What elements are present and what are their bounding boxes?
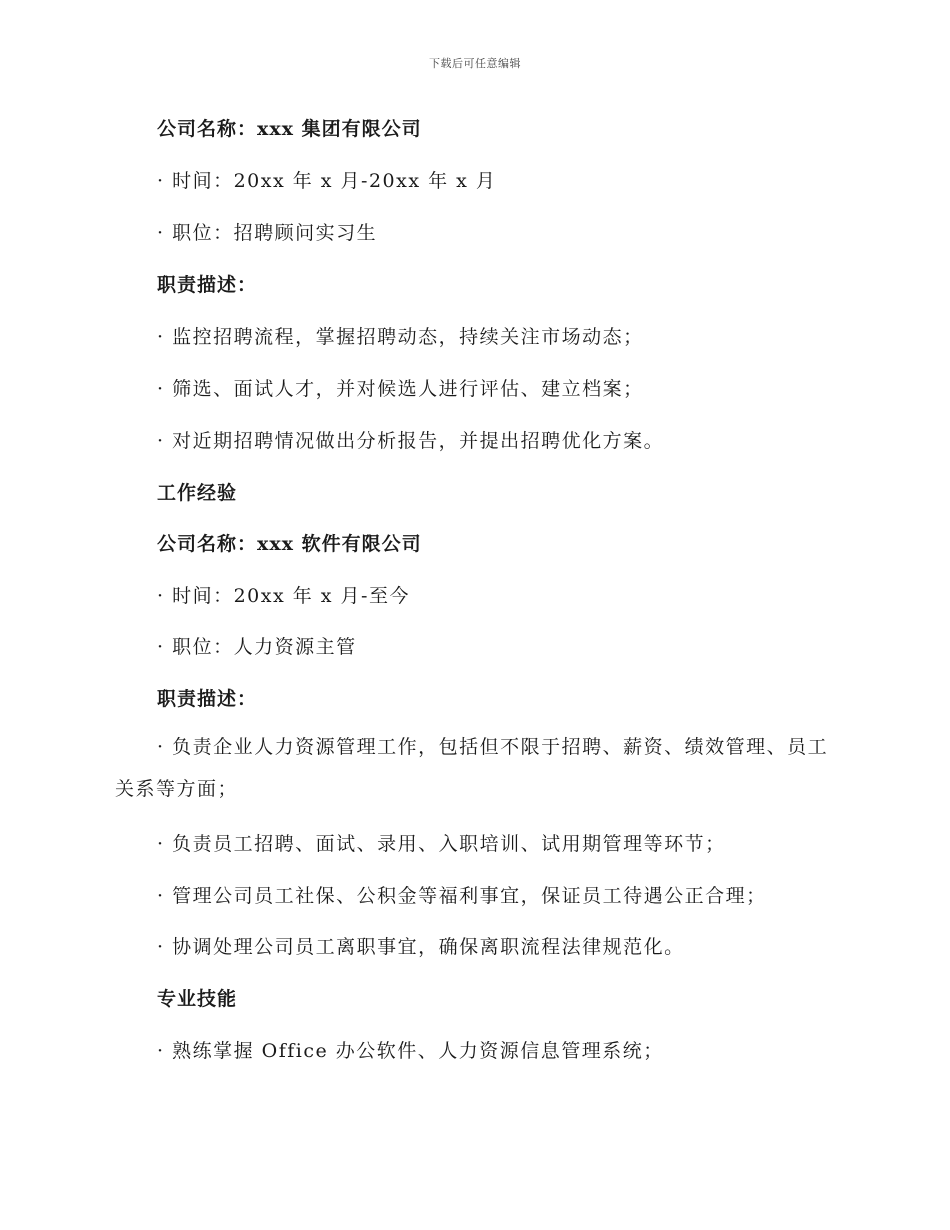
company-name-2: 公司名称：xxx 软件有限公司	[157, 533, 422, 555]
duty-2-1: · 负责企业人力资源管理工作，包括但不限于招聘、薪资、绩效管理、员工关系等方面；	[115, 736, 829, 800]
duty-2-3: · 管理公司员工社保、公积金等福利事宜，保证员工待遇公正合理；	[157, 885, 767, 907]
skill-1: · 熟练掌握 Office 办公软件、人力资源信息管理系统；	[157, 1040, 664, 1062]
duty-1-3: · 对近期招聘情况做出分析报告，并提出招聘优化方案。	[157, 430, 665, 452]
page-header-note: 下载后可任意编辑	[429, 57, 521, 70]
duty-1-2: · 筛选、面试人才，并对候选人进行评估、建立档案；	[157, 378, 644, 400]
duties-heading-2: 职责描述：	[157, 688, 258, 710]
section-heading-work-experience: 工作经验	[157, 482, 238, 504]
time-2: · 时间：20xx 年 x 月-至今	[157, 585, 410, 607]
section-heading-skills: 专业技能	[157, 988, 238, 1010]
duty-2-2: · 负责员工招聘、面试、录用、入职培训、试用期管理等环节；	[157, 833, 726, 855]
duty-1-1: · 监控招聘流程，掌握招聘动态，持续关注市场动态；	[157, 326, 644, 348]
time-1: · 时间：20xx 年 x 月-20xx 年 x 月	[157, 170, 497, 192]
duty-2-4: · 协调处理公司员工离职事宜，确保离职流程法律规范化。	[157, 936, 685, 958]
position-1: · 职位：招聘顾问实习生	[157, 222, 378, 244]
position-2: · 职位：人力资源主管	[157, 636, 357, 658]
company-name-1: 公司名称：xxx 集团有限公司	[157, 118, 422, 140]
duties-heading-1: 职责描述：	[157, 274, 258, 296]
